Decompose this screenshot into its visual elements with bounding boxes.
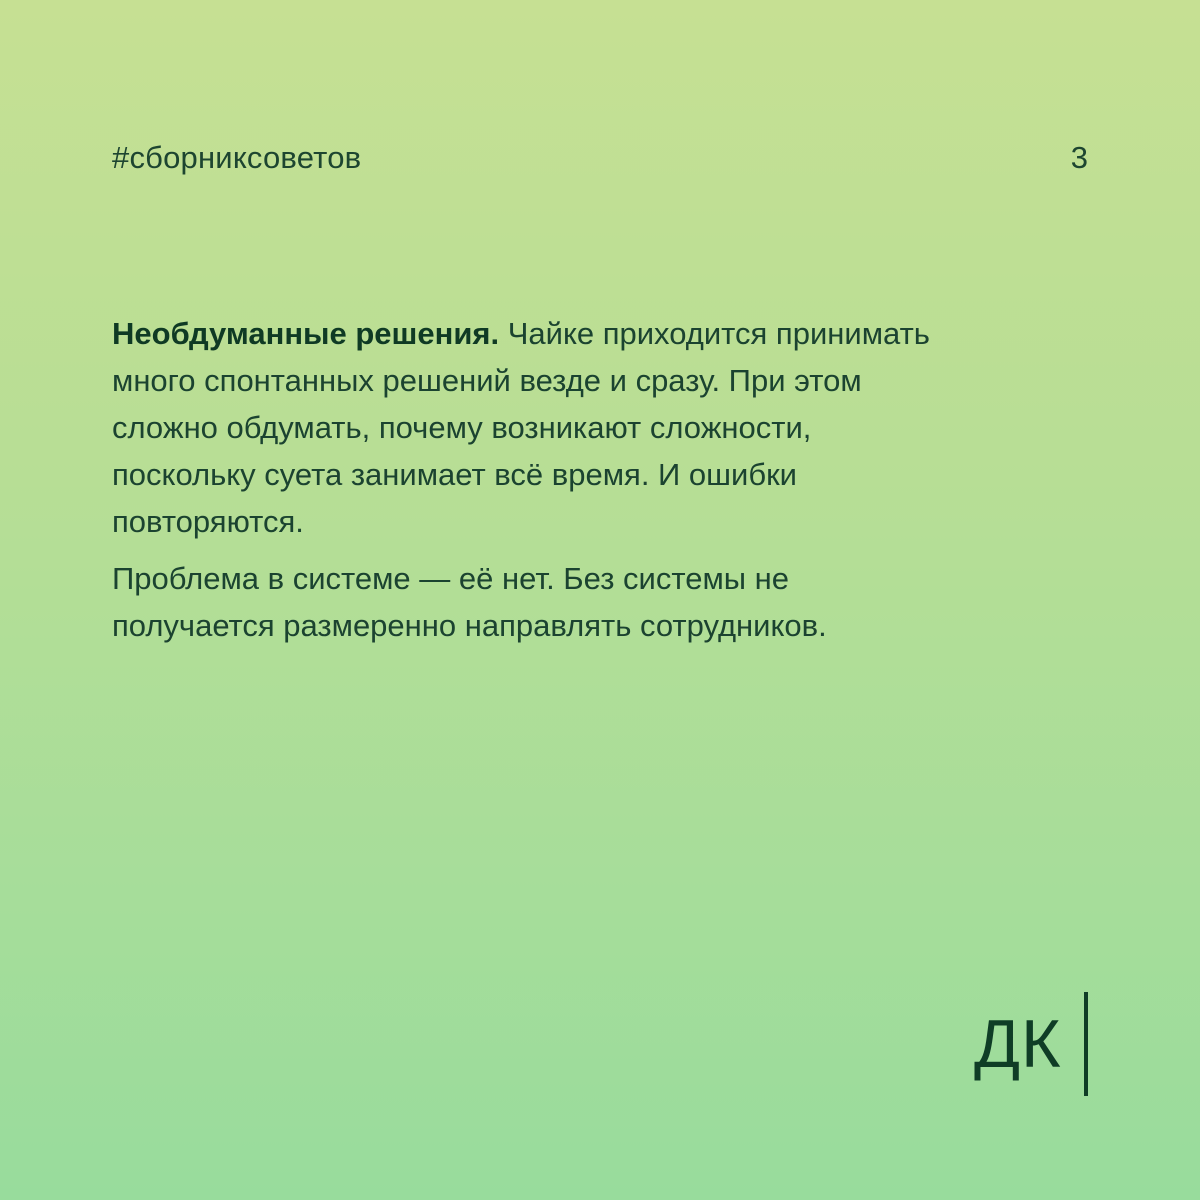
- paragraph-1-lead: Необдуманные решения.: [112, 316, 500, 351]
- main-text: [112, 310, 952, 649]
- logo: [972, 992, 1092, 1096]
- logo-text: ДК: [974, 1006, 1062, 1082]
- page-number: 3: [1070, 140, 1088, 175]
- paragraph-2: Проблема в системе — её нет. Без системы не получается размеренно направлять сотрудников.: [112, 561, 827, 643]
- paragraph-1: [112, 310, 952, 545]
- logo-bar: [1084, 992, 1088, 1096]
- hashtag-label: #сборниксоветов: [112, 140, 362, 175]
- paragraph-1-text: Чайке приходится принимать много спонтанных решений везде и сразу. При этом сложно обдумать, почему возникают сложности, поскольку суета занимает всё время. И ошибки повторяются.: [112, 316, 930, 539]
